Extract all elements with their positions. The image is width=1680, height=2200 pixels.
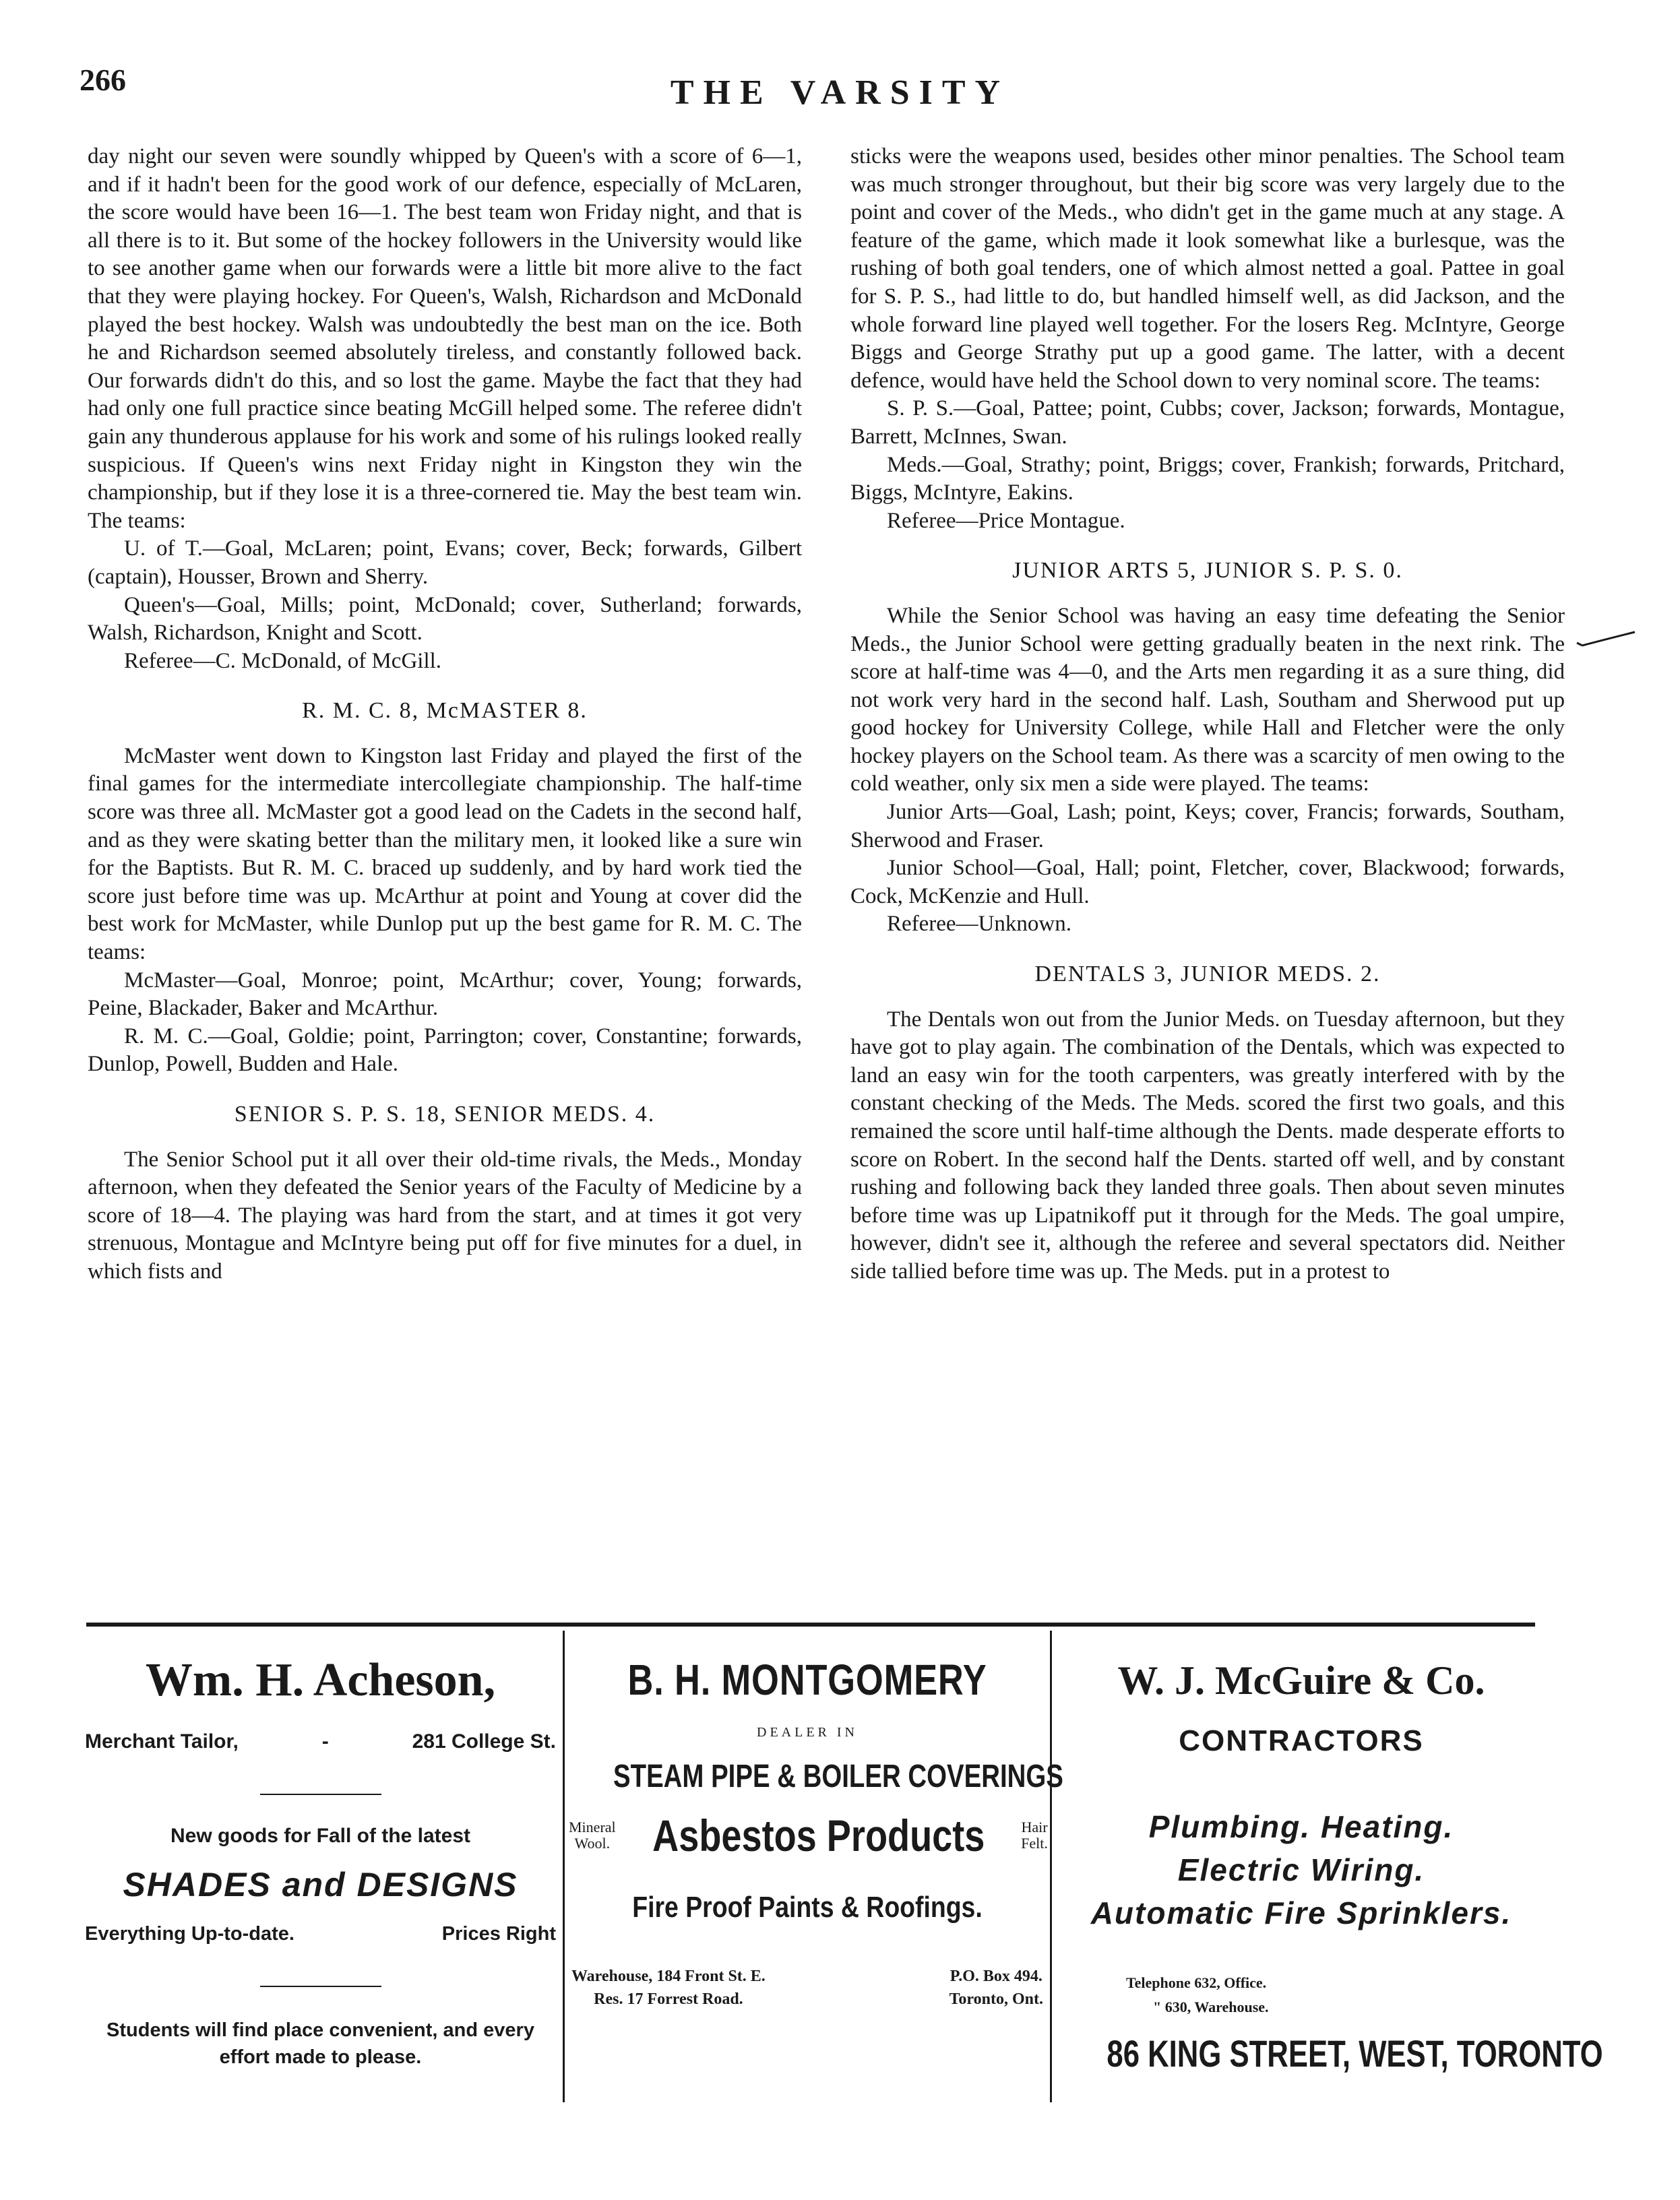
referee-line: Referee—Unknown. [887,912,1071,937]
mcguire-phone-office: Telephone 632, Office. [1126,1974,1267,1991]
montgomery-footer [565,1965,1050,2011]
team-lineup: R. M. C.—Goal, Goldie; point, Parrington; cover, Constantine; forwards, Dunlop, Powell, Budden and Hale. [88,1024,802,1077]
acheson-advertisement [80,1631,561,2102]
article-paragraph: sticks were the weapons used, besides other minor penalties. The School team was much stronger throughout, but their big score was very largely due to the point and cover of the Meds., who didn't get in the game much at any stage. A feature of the game, which made it look somewhat like a burlesque, was the rushing of both goal tenders, one of which almost netted a goal. Pattee in goal for S. P. S., had little to do, but handled himself well, as did Jackson, and the whole forward line played well together. For the losers Reg. McIntyre, George Biggs and George Strathy put up a good game. The latter, with a decent defence, would have held the School down to very nominal score. The teams: [850,144,1565,393]
montgomery-dealer: DEALER IN [757,1725,858,1740]
article-paragraph: While the Senior School was having an easy time defeating the Senior Meds., the Junior School were getting gradually beaten in the next rink. The score at half-time was 4—0, and the Arts men regarding it as a sure thing, did not work very hard in the second half. Lash, Southam and Sherwood put up good hockey for University College, while Hall and Fletcher were the only hockey players on the School team. As there was a scarcity of men owing to the cold weather, only six men a side were played. The teams: [850,603,1565,796]
acheson-everything: Everything Up-to-date. [85,1923,294,1945]
team-lineup: U. of T.—Goal, McLaren; point, Evans; cover, Beck; forwards, Gilbert (captain), Housser, Brown and Sherry. [88,536,802,589]
mcguire-address: 86 KING STREET, WEST, TORONTO [1107,2032,1603,2075]
montgomery-name: B. H. MONTGOMERY [627,1656,987,1704]
mcguire-phone-warehouse: " 630, Warehouse. [1153,1999,1269,2015]
montgomery-advertisement [563,1631,1063,2102]
montgomery-steam: STEAM PIPE & BOILER COVERINGS [613,1759,1063,1794]
montgomery-warehouse: Warehouse, 184 Front St. E. [571,1968,766,1985]
acheson-prices: Prices Right [441,1923,556,1945]
acheson-slogan-line [80,1923,561,1945]
mcguire-plumbing: Plumbing. Heating. [1148,1809,1454,1844]
montgomery-mineral: Mineral Wool. [569,1819,616,1852]
section-heading-dentals: DENTALS 3, JUNIOR MEDS. 2. [1034,962,1381,987]
article-paragraph: day night our seven were soundly whipped by Queen's with a score of 6—1, and if it hadn't been for the good work of our defence, especially of McLaren, the score would have been 16—1. The best team won Friday night, and that is all there is to it. But some of the hockey followers in the University would like to see another game when our forwards were a little bit more alive to the fact that they were playing hockey. For Queen's, Walsh, Richardson and McDonald played the best hockey. Walsh was undoubtedly the best man on the ice. Both he and Richardson seemed absolutely tireless, and constantly followed back. Our forwards didn't do this, and so lost the game. Maybe the fact that they had had only one full practice since beating McGill helped some. The referee didn't gain any thunderous applause for his work and some of his rulings looked really suspicious. If Queen's wins next Friday night in Kingston they win the championship, but if they lose it is a three-cornered tie. May the best team win. The teams: [88,144,802,533]
mcguire-phones [1126,1971,1551,2019]
pen-mark-icon [1576,627,1636,647]
team-lineup: Meds.—Goal, Strathy; point, Briggs; cover, Frankish; forwards, Pritchard, Biggs, McIntyre, Eakins. [850,452,1565,505]
acheson-students: Students will find place convenient, and every effort made to please. [106,2019,534,2068]
short-divider [260,1794,381,1795]
team-lineup: McMaster—Goal, Monroe; point, McArthur; cover, Young; forwards, Peine, Blackader, Baker and McArthur. [88,968,802,1021]
montgomery-address-block [571,1965,766,2011]
team-lineup: Queen's—Goal, Mills; point, McDonald; cover, Sutherland; forwards, Walsh, Richardson, Knight and Scott. [88,592,802,646]
right-column [850,143,1565,1286]
acheson-address: 281 College St. [412,1730,556,1753]
montgomery-asbestos-line [565,1810,1050,1861]
mcguire-name: W. J. McGuire & Co. [1117,1658,1485,1703]
section-heading-junior: JUNIOR ARTS 5, JUNIOR S. P. S. 0. [1012,558,1403,584]
running-head: THE VARSITY [670,73,1010,112]
montgomery-po-box: P.O. Box 494. [950,1968,1043,1985]
article-paragraph: The Senior School put it all over their old-time rivals, the Meds., Monday afternoon, when they defeated the Senior years of the Faculty of Medicine by a score of 18—4. The playing was hard from the start, and at times it got very strenuous, Montague and McIntyre being put off for five minutes for a duel, in which fists and [88,1147,802,1284]
referee-line: Referee—C. McDonald, of McGill. [124,648,442,673]
article-paragraph: The Dentals won out from the Junior Meds. on Tuesday afternoon, but they have got to play again. The combination of the Dentals, which was expected to land an easy win for the tooth carpenters, was greatly interfered with by the constant checking of the Meds. The Meds. scored the first two goals, and this remained the score until half-time although the Dents. made desperate efforts to score on Robert. In the second half the Dents. started off well, and by constant rushing and following back they landed three goals. Then about seven minutes before time was up Lipatnikoff put it through for the Meds. The goal umpire, however, didn't see it, although the referee and several spectators did. Neither side tallied before time was up. The Meds. put in a protest to [850,1007,1565,1284]
montgomery-res: Res. 17 Forrest Road. [594,1990,743,2008]
page-number: 266 [80,63,126,97]
team-lineup: Junior Arts—Goal, Lash; point, Keys; cover, Francis; forwards, Southam, Sherwood and Fraser. [850,800,1565,852]
short-divider [260,1986,381,1987]
referee-line: Referee—Price Montague. [887,508,1125,533]
montgomery-box-block [950,1965,1043,2011]
mcguire-services [1052,1805,1551,1935]
left-column [88,143,802,1286]
mcguire-contractors: CONTRACTORS [1179,1724,1424,1757]
acheson-trade-line [80,1730,561,1753]
montgomery-hair: Hair Felt. [1021,1819,1048,1852]
team-lineup: Junior School—Goal, Hall; point, Fletcher, cover, Blackwood; forwards, Cock, McKenzie and Hull. [850,856,1565,908]
montgomery-city: Toronto, Ont. [949,1990,1043,2008]
mcguire-electric: Electric Wiring. [1177,1852,1425,1887]
section-heading-rmc: R. M. C. 8, McMASTER 8. [302,698,588,724]
advertisement-divider [86,1623,1535,1627]
acheson-shades: SHADES and DESIGNS [123,1866,518,1904]
acheson-dash: - [321,1730,329,1753]
mcguire-sprinklers: Automatic Fire Sprinklers. [1090,1895,1512,1930]
section-heading-sps: SENIOR S. P. S. 18, SENIOR MEDS. 4. [234,1102,656,1127]
acheson-new-goods: New goods for Fall of the latest [170,1825,471,1847]
montgomery-asbestos: Asbestos Products [652,1811,985,1860]
acheson-name: Wm. H. Acheson, [145,1654,496,1706]
acheson-trade: Merchant Tailor, [85,1730,239,1753]
article-paragraph: McMaster went down to Kingston last Friday and played the first of the final games for the intermediate intercollegiate championship. The half-time score was three all. McMaster got a good lead on the Cadets in the second half, and as they were skating better than the military men, it looked like a sure win for the Baptists. But R. M. C. braced up suddenly, and by hard work tied the score just before time was up. McArthur at point and Young at cover did the best work for McMaster, while Dunlop put up the best game for R. M. C. The teams: [88,743,802,965]
montgomery-fire: Fire Proof Paints & Roofings. [632,1891,983,1924]
team-lineup: S. P. S.—Goal, Pattee; point, Cubbs; cover, Jackson; forwards, Montague, Barrett, McInnes, Swan. [850,396,1565,449]
mcguire-advertisement [1050,1631,1603,2102]
